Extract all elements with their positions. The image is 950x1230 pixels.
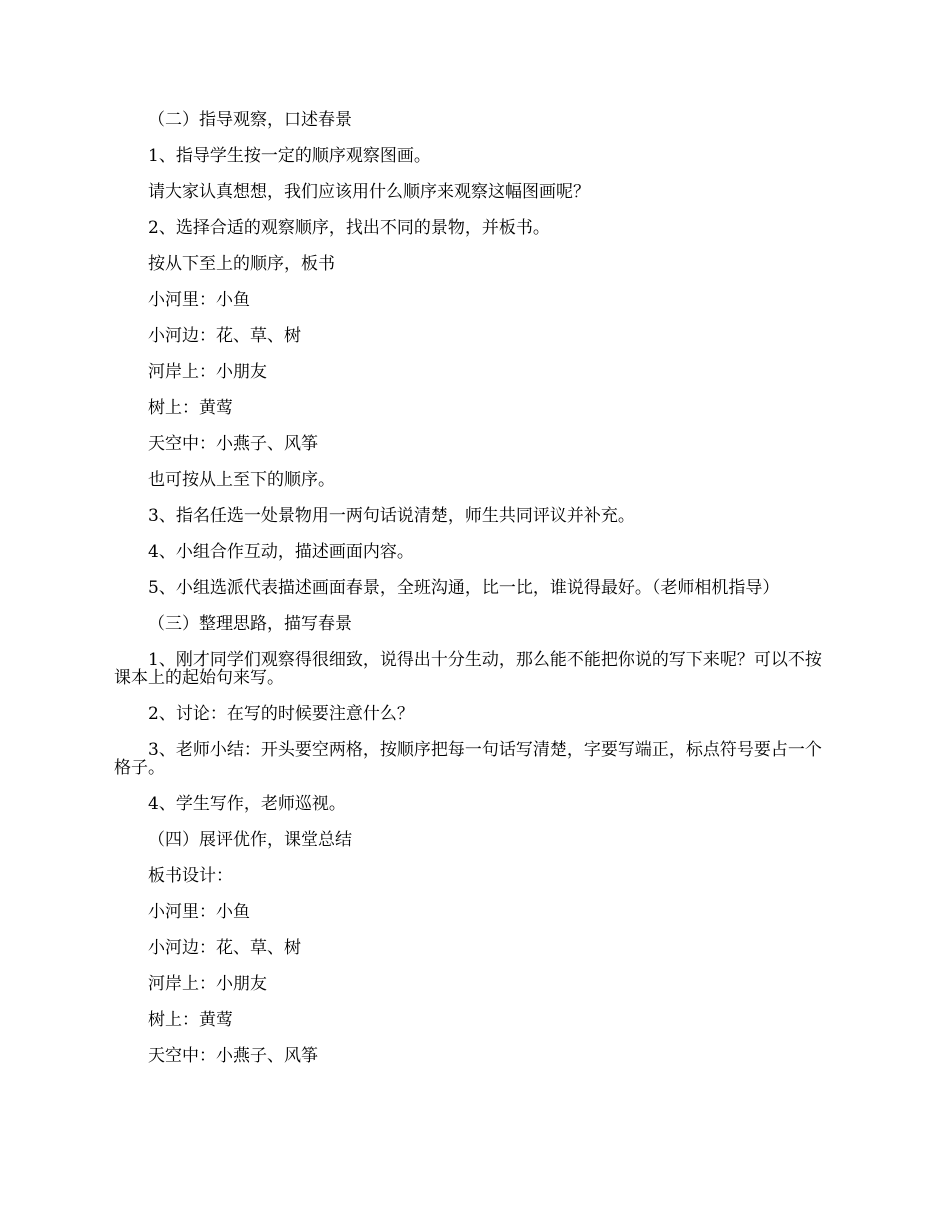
document-body	[114, 111, 834, 1083]
blackboard-line: 小河边：花、草、树	[148, 938, 301, 958]
blackboard-line: 小河里：小鱼	[148, 290, 250, 310]
paragraph: 3、老师小结：开头要空两格，按顺序把每一句话写清楚，字要写端正，标点符号要占一个格子。	[114, 740, 822, 778]
blackboard-line: 树上：黄莺	[148, 398, 233, 418]
section-heading-2: （二）指导观察，口述春景	[148, 110, 352, 130]
paragraph: 2、选择合适的观察顺序，找出不同的景物，并板书。	[148, 218, 550, 238]
paragraph: 也可按从上至下的顺序。	[148, 470, 335, 490]
paragraph: 4、小组合作互动，描述画面内容。	[148, 542, 414, 562]
paragraph: 请大家认真想想，我们应该用什么顺序来观察这幅图画呢？	[148, 182, 590, 202]
section-heading-4: （四）展评优作，课堂总结	[148, 830, 352, 850]
paragraph: 1、刚才同学们观察得很细致，说得出十分生动，那么能不能把你说的写下来呢？可以不按课本上的起始句来写。	[114, 650, 822, 688]
paragraph: 5、小组选派代表描述画面春景，全班沟通，比一比，谁说得最好。（老师相机指导）	[148, 578, 780, 598]
paragraph: 2、讨论：在写的时候要注意什么？	[148, 704, 414, 724]
blackboard-line: 河岸上：小朋友	[148, 974, 267, 994]
blackboard-line: 天空中：小燕子、风筝	[148, 434, 318, 454]
paragraph: 3、指名任选一处景物用一两句话说清楚，师生共同评议并补充。	[148, 506, 635, 526]
blackboard-line: 河岸上：小朋友	[148, 362, 267, 382]
blackboard-line: 小河里：小鱼	[148, 902, 250, 922]
blackboard-line: 小河边：花、草、树	[148, 326, 301, 346]
paragraph: 1、指导学生按一定的顺序观察图画。	[148, 146, 431, 166]
blackboard-line: 天空中：小燕子、风筝	[148, 1046, 318, 1066]
paragraph: 4、学生写作，老师巡视。	[148, 794, 346, 814]
blackboard-line: 树上：黄莺	[148, 1010, 233, 1030]
section-heading-3: （三）整理思路，描写春景	[148, 614, 352, 634]
paragraph: 板书设计：	[148, 866, 233, 886]
paragraph: 按从下至上的顺序，板书	[148, 254, 335, 274]
